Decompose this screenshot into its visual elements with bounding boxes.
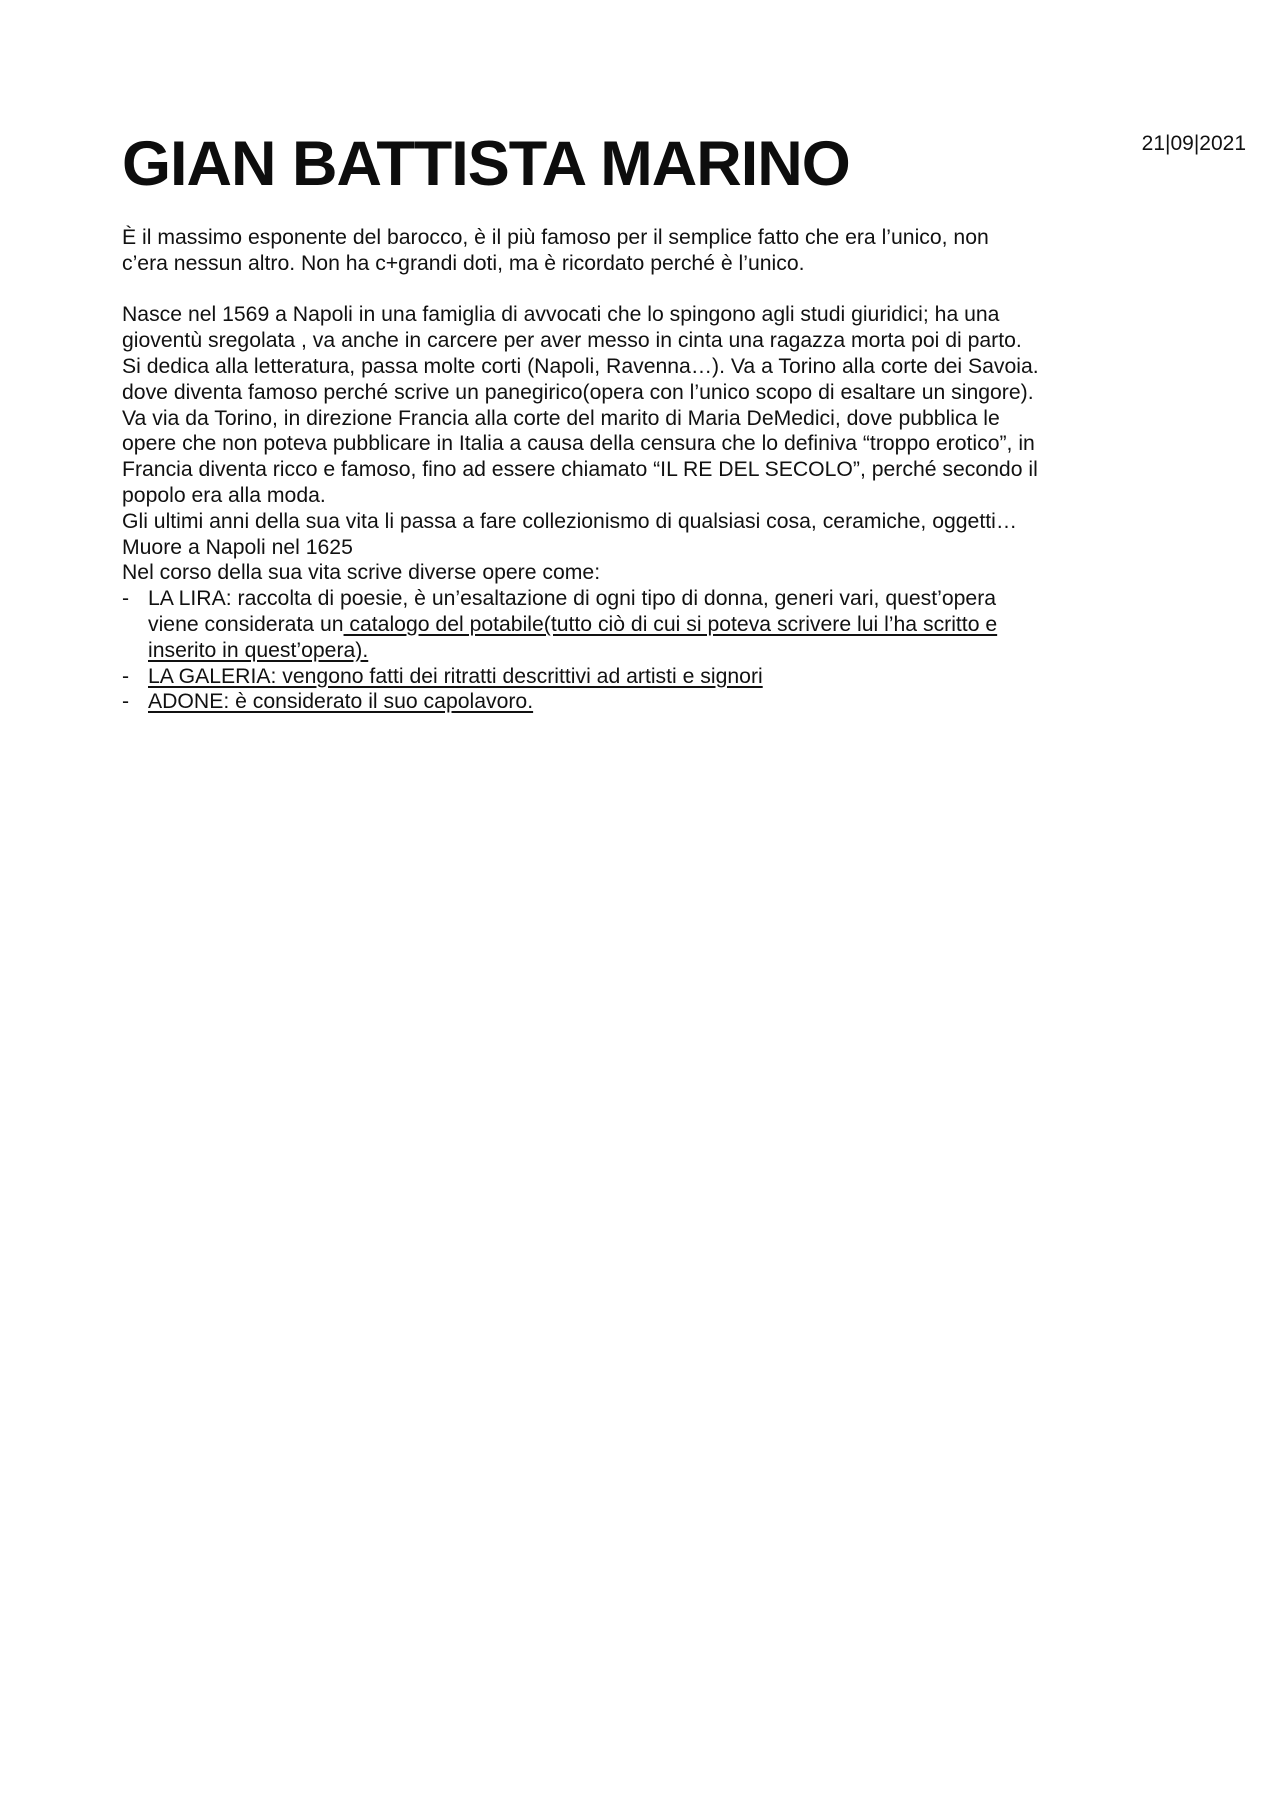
biography-line: Va via da Torino, in direzione Francia alla corte del marito di Maria DeMedici, dove pubblica le [122,406,1000,430]
la-lira-text: viene considerata un [148,612,344,636]
biography-line: Gli ultimi anni della sua vita li passa a fare collezionismo di qualsiasi cosa, ceramiche, oggetti… [122,509,1018,533]
la-lira-line [148,612,1142,638]
list-item-adone [122,689,1142,715]
page-title: GIAN BATTISTA MARINO [122,129,850,199]
biography-line: Muore a Napoli nel 1625 [122,535,353,559]
la-lira-underlined: inserito in quest’opera). [148,638,369,662]
list-item-la-lira [122,586,1142,663]
list-item-la-galeria [122,664,1142,690]
paragraph-gap [122,277,1142,303]
la-galeria-text: LA GALERIA: vengono fatti dei ritratti descrittivi ad artisti e signori [148,664,763,688]
dash-bullet: - [122,690,130,714]
intro-line: È il massimo esponente del barocco, è il più famoso per il semplice fatto che era l’unico, non [122,226,989,249]
dash-bullet: - [122,664,130,688]
biography-line: dove diventa famoso perché scrive un panegirico(opera con l’unico scopo di esaltare un singore). [122,380,1034,404]
document-body [122,225,1142,715]
biography-line: Nasce nel 1569 a Napoli in una famiglia di avvocati che lo spingono agli studi giuridici; ha una [122,303,1000,327]
biography-line: gioventù sregolata , va anche in carcere per aver messo in cinta una ragazza morta poi di parto. [122,329,1022,353]
adone-text: ADONE: è considerato il suo capolavoro. [148,690,534,714]
intro-line: c’era nessun altro. Non ha c+grandi doti, ma è ricordato perché è l’unico. [122,251,805,275]
biography-line: opere che non poteva pubblicare in Italia a causa della censura che lo definiva “troppo erotico”, in [122,432,1035,456]
works-list [122,586,1142,715]
biography-line: Francia diventa ricco e famoso, fino ad essere chiamato “IL RE DEL SECOLO”, perché secondo il [122,458,1038,482]
page-date: 21|09|2021 [1141,132,1246,155]
dash-bullet: - [122,587,130,611]
la-lira-line: LA LIRA: raccolta di poesie, è un’esaltazione di ogni tipo di donna, generi vari, quest’opera [148,587,997,611]
biography-line: popolo era alla moda. [122,483,326,507]
la-lira-underlined: catalogo del potabile(tutto ciò di cui si poteva scrivere lui l’ha scritto e [343,612,998,636]
biography-line: Nel corso della sua vita scrive diverse opere come: [122,561,601,585]
biography-line: Si dedica alla letteratura, passa molte corti (Napoli, Ravenna…). Va a Torino alla corte dei Savoia. [122,354,1039,378]
